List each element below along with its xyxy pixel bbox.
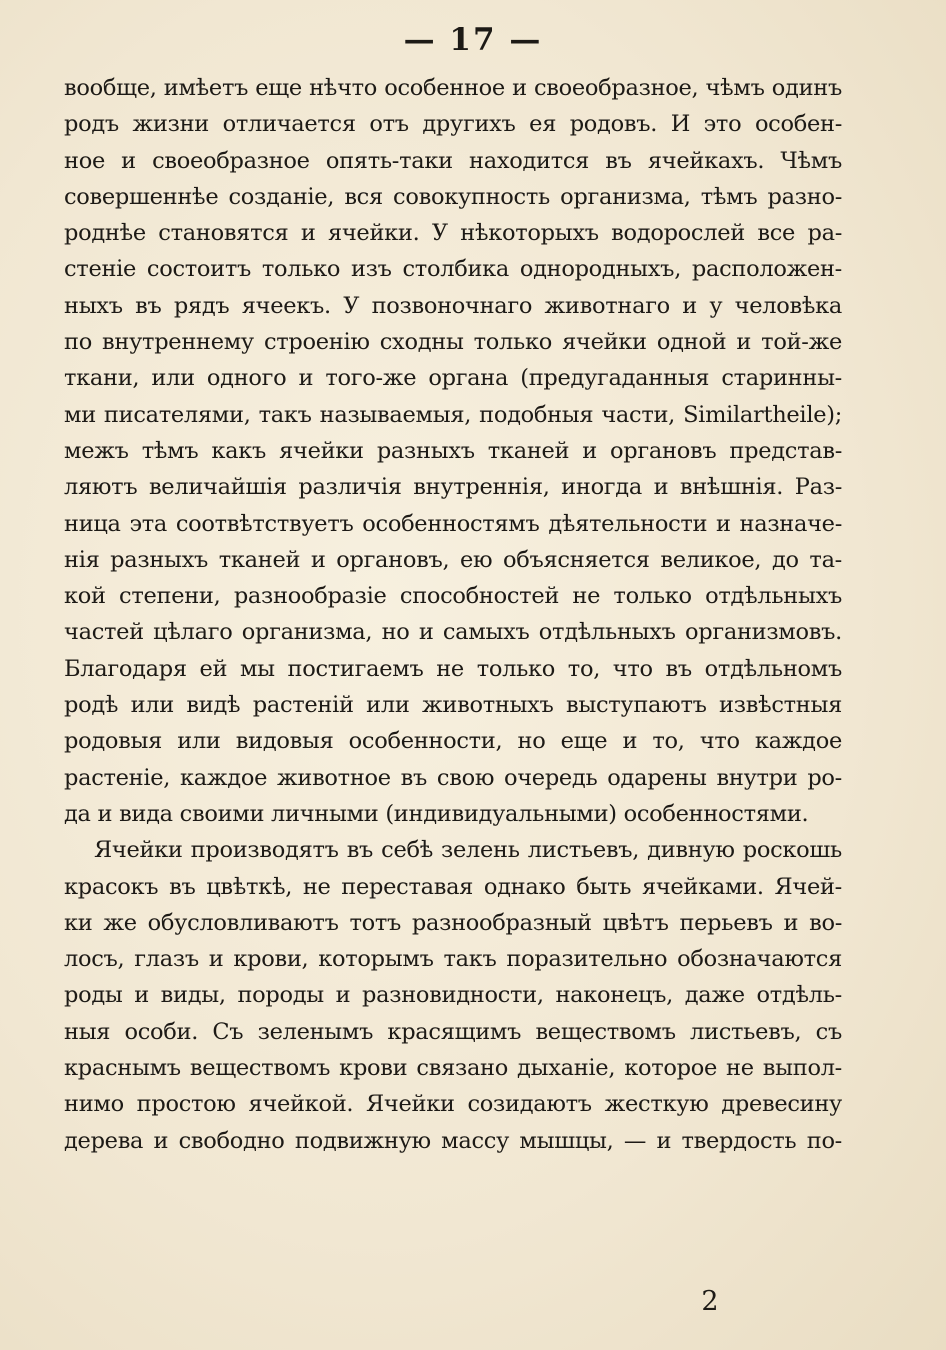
text-line: Ячейки производятъ въ себѣ зелень листьевъ, дивную роскошь [94,837,842,864]
text-line: частей цѣлаго организма, но и самыхъ отдѣльныхъ организмовъ. [64,619,842,646]
text-line: ное и своеобразное опять-таки находится въ ячейкахъ. Чѣмъ [64,147,842,174]
text-line: роднѣе становятся и ячейки. У нѣкоторыхъ водорослей все ра- [64,220,842,247]
text-line: дерева и свободно подвижную массу мышцы, — и твердость по- [64,1127,842,1154]
text-line: лосъ, глазъ и крови, которымъ такъ поразительно обозначаются [64,946,842,973]
text-line: растеніе, каждое животное въ свою очередь одарены внутри ро- [64,764,842,791]
text-line: родовыя или видовыя особенности, но еще и то, что каждое [64,728,842,755]
text-line: нимо простою ячейкой. Ячейки созидаютъ жесткую древесину [64,1091,842,1118]
text-line: ки же обусловливаютъ тотъ разнообразный цвѣтъ перьевъ и во- [64,909,842,936]
text-line: ныхъ въ рядъ ячеекъ. У позвоночнаго животнаго и у человѣка [64,292,842,319]
text-line: совершеннѣе созданіе, вся совокупность организма, тѣмъ разно- [64,183,842,210]
text-line: ница эта соотвѣтствуетъ особенностямъ дѣятельности и назначе- [64,510,842,537]
page-number: — 17 — [403,22,543,58]
text-line: ляютъ величайшія различія внутреннія, иногда и внѣшнія. Раз- [64,474,842,501]
text-line: кой степени, разнообразіе способностей не только отдѣльныхъ [64,583,842,610]
text-line: родъ жизни отличается отъ другихъ ея родовъ. И это особен- [64,111,842,138]
signature-mark: 2 [701,1286,719,1317]
text-line: ныя особи. Съ зеленымъ красящимъ веществомъ листьевъ, съ [64,1018,842,1045]
text-line: межъ тѣмъ какъ ячейки разныхъ тканей и органовъ представ- [64,437,842,464]
text-line: роды и виды, породы и разновидности, наконецъ, даже отдѣль- [64,982,842,1009]
text-line: стеніе состоитъ только изъ столбика однородныхъ, расположен- [64,256,842,283]
text-line: родѣ или видѣ растеній или животныхъ выступаютъ извѣстныя [64,692,842,719]
text-line: вообще, имѣетъ еще нѣчто особенное и своеобразное, чѣмъ одинъ [64,75,842,101]
text-line: по внутреннему строенію сходны только ячейки одной и той-же [64,329,842,356]
text-line: ткани, или одного и того-же органа (предугаданныя старинны- [64,365,842,392]
text-line: Благодаря ей мы постигаемъ не только то, что въ отдѣльномъ [64,655,842,682]
text-line: красокъ въ цвѣткѣ, не переставая однако быть ячейками. Ячей- [64,873,842,900]
text-line: нія разныхъ тканей и органовъ, ею объясняется великое, до та- [64,546,842,573]
text-line: ми писателями, такъ называемыя, подобныя части, Similartheile); [64,401,842,428]
text-line: да и вида своими личными (индивидуальными) особенностями. [64,800,809,827]
body-text [64,70,842,1159]
text-line: краснымъ веществомъ крови связано дыханіе, которое не выпол- [64,1055,842,1082]
